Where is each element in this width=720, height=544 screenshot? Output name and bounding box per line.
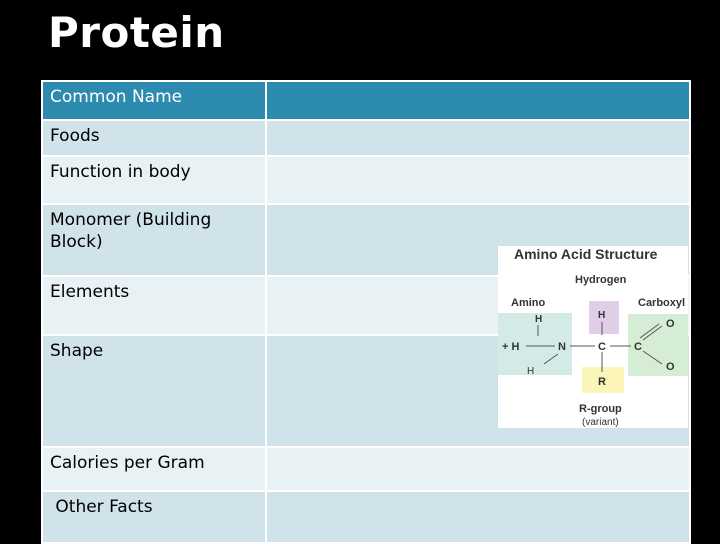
amino-acid-figure — [498, 246, 688, 428]
atom-o: O — [666, 318, 675, 330]
table-cell — [266, 120, 690, 156]
amino-acid-diagram — [498, 246, 688, 428]
table-row — [42, 120, 690, 156]
atom-o: O — [666, 361, 675, 373]
row-label: Function in body — [42, 156, 266, 204]
table-cell — [266, 491, 690, 543]
table-row — [42, 447, 690, 491]
atom-h: H — [527, 366, 535, 377]
row-label: Calories per Gram — [42, 447, 266, 491]
amino-label: Amino — [511, 297, 546, 309]
row-label: Elements — [42, 276, 266, 335]
atom-h: H — [535, 314, 543, 325]
table-cell — [266, 447, 690, 491]
hydrogen-label: Hydrogen — [575, 274, 627, 286]
carboxyl-label: Carboxyl — [638, 297, 686, 309]
header-label: Common Name — [42, 81, 266, 120]
atom-r: R — [598, 376, 606, 388]
slide-title: Protein — [48, 8, 225, 57]
variant-label: (variant) — [582, 417, 619, 428]
row-label: Shape — [42, 335, 266, 447]
atom-plus-h: + H — [502, 341, 520, 353]
table-row — [42, 156, 690, 204]
table-row — [42, 81, 690, 120]
table-cell — [266, 81, 690, 120]
table-row — [42, 491, 690, 543]
row-label: Monomer (Building Block) — [42, 204, 266, 276]
rgroup-label: R-group — [579, 403, 622, 415]
atom-c: C — [598, 341, 606, 353]
table-cell — [266, 156, 690, 204]
atom-c: C — [634, 341, 642, 353]
atom-n: N — [558, 341, 566, 353]
atom-h: H — [598, 310, 606, 321]
row-label: Foods — [42, 120, 266, 156]
row-label: Other Facts — [42, 491, 266, 543]
figure-title: Amino Acid Structure — [514, 246, 658, 262]
